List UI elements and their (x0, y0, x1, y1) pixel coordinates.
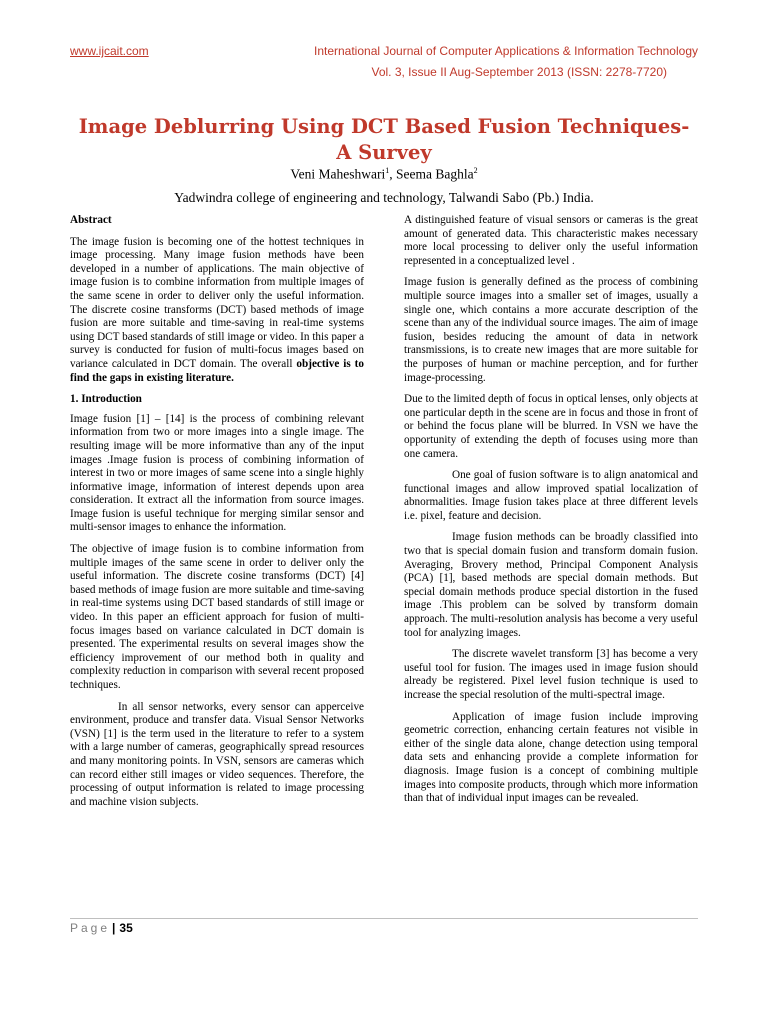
right-paragraph-4: One goal of fusion software is to align anatomical and functional images and allow improved spatial localization of abnormalities. Image fusion takes place at three different levels i.e. pixel, feature and decision. (404, 469, 698, 522)
page-footer (70, 921, 133, 935)
abstract-bold-text: objective is to find the gaps in existing literature. (70, 357, 364, 384)
journal-url-link[interactable]: www.ijcait.com (70, 44, 149, 58)
introduction-heading: 1. Introduction (70, 393, 142, 406)
right-paragraph-5: Image fusion methods can be broadly classified into two that is special domain fusion and transform domain fusion. Averaging, Brovery method, Principal Component Analysis (PCA) [1], based methods are special domain methods. But special domain methods produce special distortion in the fused image .This problem can be solved by transform domain approach. The multi-resolution analysis has become a very useful tool for analyzing images. (404, 531, 698, 639)
journal-name: International Journal of Computer Applications & Information Technology (313, 44, 698, 58)
right-column (404, 214, 698, 814)
author-separator: , (389, 166, 396, 182)
abstract-heading: Abstract (70, 214, 112, 226)
author-1-affil-mark: 1 (385, 166, 390, 175)
intro-paragraph-1: Image fusion [1] – [14] is the process of combining relevant information from two or more images into a single image. The resulting image will be more informative than any of the input images .Image fusion is process of combining information of interest in two or more images of same scene into a single highly informative image, information of interest depends upon area consideration. It extract all the information from source images. Image fusion is useful technique for merging similar sensor and multi-sensor images to enhance the information. (70, 412, 364, 534)
page-separator: | (112, 921, 116, 935)
paper-title: Image Deblurring Using DCT Based Fusion Techniques- A Survey (78, 115, 690, 164)
right-paragraph-1: A distinguished feature of visual sensors or cameras is the great amount of generated data. This characteristic makes necessary more local processing to deliver only the useful information represented in a conceptualized level . (404, 214, 698, 267)
intro-paragraph-2: The objective of image fusion is to combine information from multiple images of the same scene in order to deliver only the useful information. The discrete cosine transforms (DCT) [4] based methods of image fusion are more suitable and time-saving in real-time systems using DCT based standards of still image or video. In this paper an efficient approach for fusion of multi-focus images based on variance calculated in DCT domain is presented. The experimental results on several images show the efficiency improvement of our method both in quality and complexity reduction in comparison with several recent proposed techniques. (70, 543, 364, 691)
affiliation: Yadwindra college of engineering and technology, Talwandi Sabo (Pb.) India. (174, 190, 594, 205)
footer-divider (70, 918, 698, 919)
abstract-paragraph (70, 236, 364, 386)
page-label: Page (70, 921, 111, 935)
left-column (70, 214, 364, 817)
page-number: 35 (119, 921, 133, 935)
right-paragraph-6: The discrete wavelet transform [3] has become a very useful tool for fusion. The images used in image fusion should already be registered. Pixel level fusion technique is used to increase the special resolution of the multi-spectral image. (404, 648, 698, 701)
intro-paragraph-3: In all sensor networks, every sensor can apperceive environment, produce and transfer data. Visual Sensor Networks (VSN) [1] is the term used in the literature to refer to a system with a large number of cameras, geographically spread resources and many monitoring points. In VSN, sensors are cameras which can record either still images or video sequences. Therefore, the processing of output information is related to image processing and machine vision subjects. (70, 700, 364, 808)
right-paragraph-3: Due to the limited depth of focus in optical lenses, only objects at one particular depth in the scene are in focus and those in front of or behind the focus plane will be blurred. In VSN we have the opportunity of extending the depth of focuses using more than one camera. (404, 393, 698, 460)
right-paragraph-2: Image fusion is generally defined as the process of combining multiple source images into a smaller set of images, usually a single one, which contains a more accurate description of the scene than any of the individual source images. The aim of image fusion, besides reducing the amount of data in network transmissions, is to create new images that are more suitable for the purposes of human or machine perception, and for further image-processing. (404, 276, 698, 384)
author-1: Veni Maheshwari (290, 166, 386, 182)
authors (70, 166, 698, 183)
author-2: Seema Baghla (396, 166, 474, 182)
right-paragraph-7: Application of image fusion include improving geometric correction, enhancing certain features not visible in either of the single data alone, change detection using temporal data sets and enhancing provide a complete information for diagnosis. Image fusion is a concept of combining multiple images into composite products, through which more information than that of individual input images can be revealed. (404, 710, 698, 805)
abstract-text: The image fusion is becoming one of the hottest techniques in image processing. Many image fusion methods have been developed in a number of applications. The main objective of image fusion is to combine information from multiple images of the same scene in order to deliver only the useful information. The discrete cosine transforms (DCT) based methods of image fusion are more suitable and time-saving in real-time systems using DCT based standards of still image or video. In this paper a survey is conducted for fusion of multi-focus images based on variance calculated in DCT domain. The overall (70, 235, 364, 370)
journal-volume: Vol. 3, Issue II Aug-September 2013 (ISSN: 2278-7720) (371, 65, 667, 79)
author-2-affil-mark: 2 (473, 166, 478, 175)
